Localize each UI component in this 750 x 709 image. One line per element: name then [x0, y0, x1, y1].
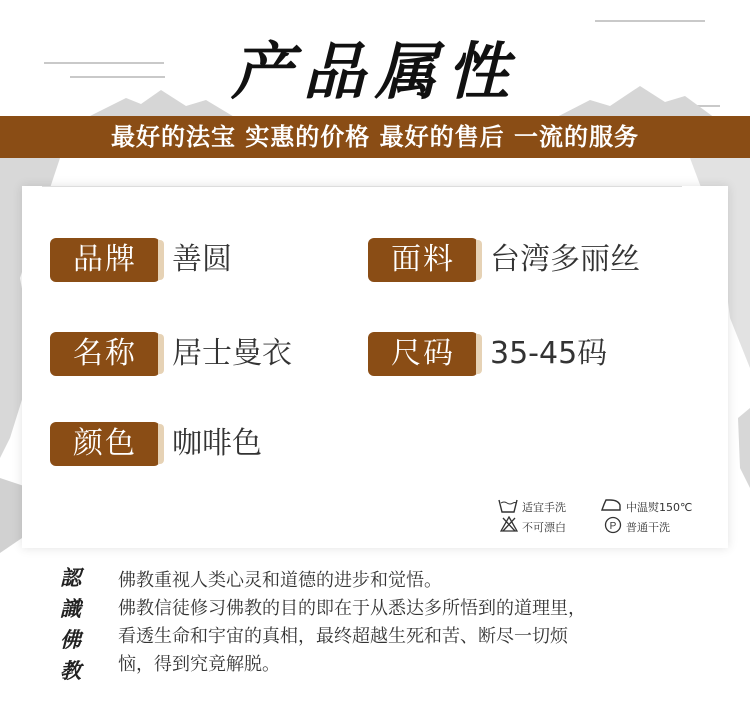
hand-wash-icon: [498, 498, 518, 514]
side-character: 佛: [60, 627, 81, 652]
tag-edge: [476, 240, 482, 280]
iron-icon: [600, 498, 622, 512]
paragraph-line: 佛教信徒修习佛教的目的即在于从悉达多所悟到的道理里，: [118, 598, 586, 619]
paragraph-line: 恼，得到究竟解脱。: [118, 654, 280, 675]
attribute-label: 品牌: [50, 238, 160, 282]
attribute-value: 台湾多丽丝: [490, 242, 640, 277]
attributes-card: [22, 186, 728, 548]
tag-edge: [476, 334, 482, 374]
attribute-value: 35-45码: [490, 336, 608, 371]
attribute-value: 咖啡色: [172, 426, 262, 461]
page-title: 产品属性: [230, 35, 519, 108]
side-character: 教: [60, 658, 81, 683]
tag-edge: [158, 240, 164, 280]
dry-clean-label: 普通干洗: [626, 521, 670, 534]
no-bleach-label: 不可漂白: [522, 521, 566, 534]
paragraph-line: 佛教重视人类心灵和道德的进步和觉悟。: [118, 570, 442, 591]
banner-text: 最好的法宝 实惠的价格 最好的售后 一流的服务: [110, 123, 640, 151]
side-character: 識: [60, 596, 81, 621]
dry-clean-icon: [604, 516, 622, 534]
svg-text:P: P: [609, 521, 617, 532]
attribute-label: 尺码: [368, 332, 478, 376]
attribute-value: 善圆: [172, 242, 232, 277]
no-bleach-icon: [500, 516, 518, 532]
tag-edge: [158, 334, 164, 374]
attribute-value: 居士曼衣: [172, 336, 292, 371]
card-divider: [42, 186, 682, 187]
attribute-label: 面料: [368, 238, 478, 282]
attribute-label: 颜色: [50, 422, 160, 466]
attribute-label: 名称: [50, 332, 160, 376]
paragraph-line: 看透生命和宇宙的真相，最终超越生死和苦、断尽一切烦: [118, 626, 568, 647]
slogan-banner: [0, 116, 750, 158]
hand-wash-label: 适宜手洗: [522, 501, 566, 514]
tag-edge: [158, 424, 164, 464]
side-character: 認: [60, 565, 81, 590]
iron-label: 中温熨150℃: [626, 501, 693, 514]
